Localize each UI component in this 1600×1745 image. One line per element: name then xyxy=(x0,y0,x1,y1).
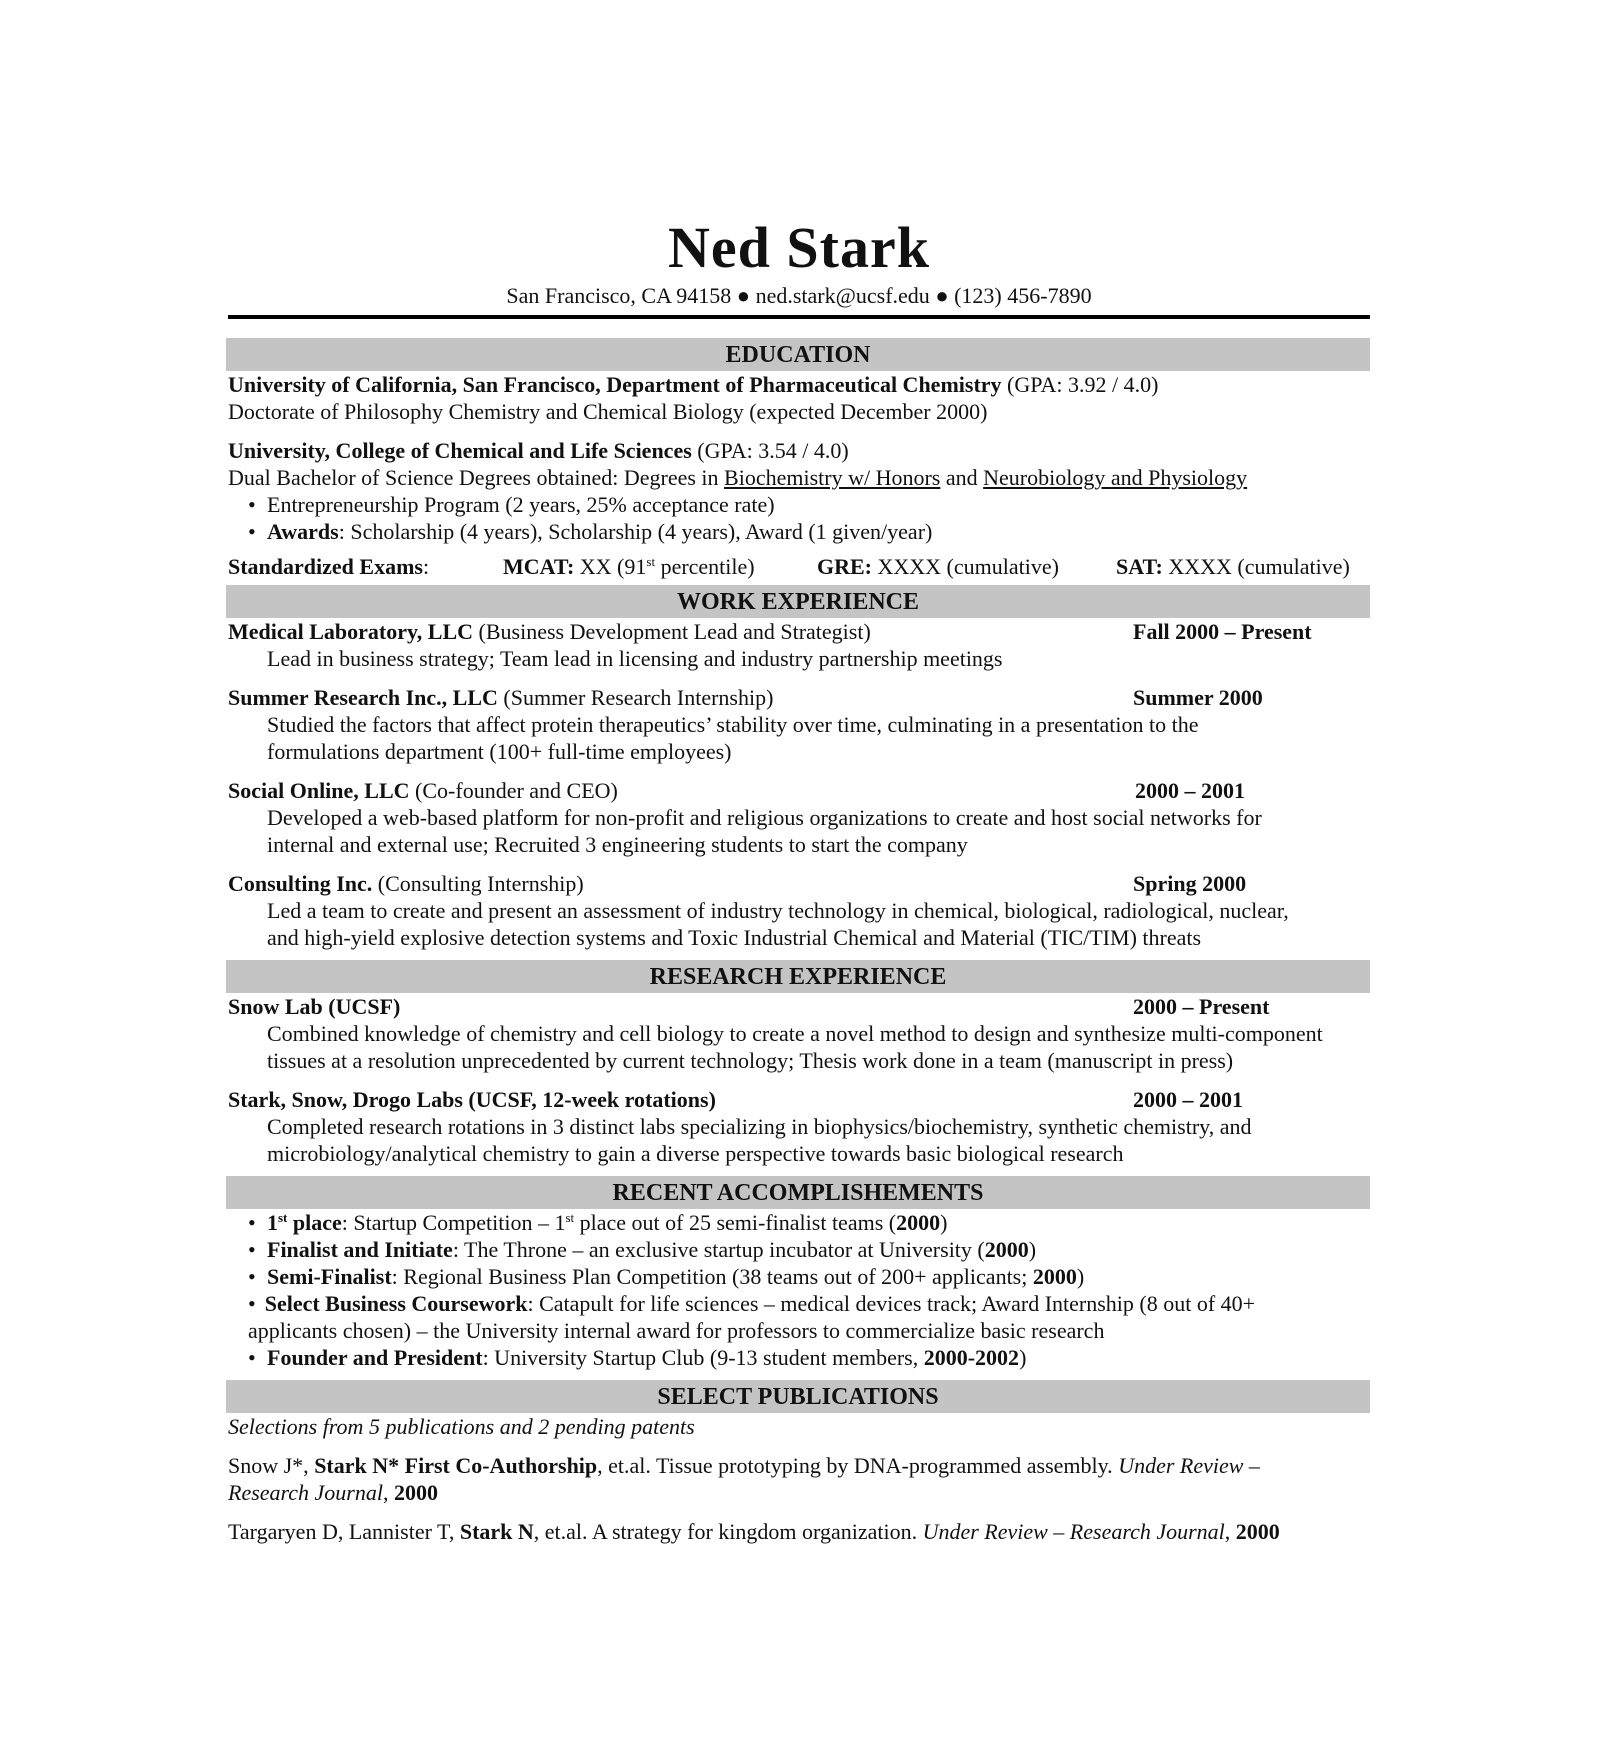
text-sup: st xyxy=(565,1210,575,1225)
contact-separator: ● xyxy=(736,283,751,308)
education-bullets xyxy=(228,491,1370,545)
work-org: Medical Laboratory, LLC xyxy=(228,619,474,644)
research-description: microbiology/analytical chemistry to gain a diverse perspective towards basic biological research xyxy=(267,1141,1124,1166)
exams-label: Standardized Exams xyxy=(228,554,423,579)
degree: Doctorate of Philosophy Chemistry and Chemical Biology (expected December 2000) xyxy=(228,399,988,424)
accomplishment-text: : The Throne – an exclusive startup incubator at University ( xyxy=(452,1237,985,1262)
publications-intro: Selections from 5 publications and 2 pending patents xyxy=(228,1414,695,1439)
accomplishment-label: Select Business Coursework xyxy=(264,1291,528,1316)
pub-author-highlight: Stark N* First Co-Authorship xyxy=(314,1453,598,1478)
school-name: University of California, San Francisco, Department of Pharmaceutical Chemistry xyxy=(228,372,1002,397)
research-description: tissues at a resolution unprecedented by current technology; Thesis work done in a team (manuscript in press) xyxy=(267,1048,1234,1073)
contact-email[interactable]: ned.stark@ucsf.edu xyxy=(755,283,930,308)
school-gpa: (GPA: 3.92 / 4.0) xyxy=(1001,372,1159,397)
gre-value: XXXX (cumulative) xyxy=(872,554,1059,579)
pub-venue: Under Review – xyxy=(1118,1453,1260,1478)
accomplishment-text: : Startup Competition – 1 xyxy=(341,1210,566,1235)
research-org: Snow Lab (UCSF) xyxy=(228,994,401,1019)
bullet-text: : Scholarship (4 years), Scholarship (4 years), Award (1 given/year) xyxy=(338,519,933,544)
accomplishment-year: 2000 xyxy=(984,1237,1029,1262)
work-role: (Co-founder and CEO) xyxy=(409,778,618,803)
research-org: Stark, Snow, Drogo Labs (UCSF, 12-week rotations) xyxy=(228,1087,716,1112)
bullet-label: Awards xyxy=(267,519,339,544)
pub-comma: , xyxy=(382,1480,394,1505)
section-header-work: WORK EXPERIENCE xyxy=(226,585,1370,618)
close-paren: ) xyxy=(1019,1345,1027,1370)
close-paren: ) xyxy=(1076,1264,1085,1289)
accomplishment-text-continued: applicants chosen) – the University internal award for professors to commercialize basic research xyxy=(248,1318,1105,1343)
list-item xyxy=(228,1209,1370,1236)
accomplishment-year: 2000 xyxy=(896,1210,941,1235)
work-description: and high-yield explosive detection systems and Toxic Industrial Chemical and Material (TIC/TIM) threats xyxy=(267,925,1202,950)
accomplishments-list xyxy=(228,1209,1370,1371)
pub-title: , et.al. A strategy for kingdom organization. xyxy=(533,1519,923,1544)
section-header-publications: SELECT PUBLICATIONS xyxy=(226,1380,1370,1413)
research-entry xyxy=(228,1086,1370,1167)
accomplishment-year: 2000-2002 xyxy=(923,1345,1020,1370)
list-item xyxy=(228,491,1370,518)
work-entry xyxy=(228,684,1370,765)
contact-line xyxy=(228,284,1370,308)
accomplishment-label: Founder and President xyxy=(267,1345,483,1370)
degree-prefix: Dual Bachelor of Science Degrees obtained: Degrees in xyxy=(228,465,725,490)
accomplishment-text: : Regional Business Plan Competition (38 teams out of 200+ applicants; xyxy=(391,1264,1033,1289)
work-description: Studied the factors that affect protein therapeutics’ stability over time, culminating in a presentation to the xyxy=(267,712,1199,737)
close-paren: ) xyxy=(940,1210,948,1235)
contact-phone: (123) 456-7890 xyxy=(954,283,1092,308)
pub-author-highlight: Stark N xyxy=(459,1519,534,1544)
accomplishment-label: Semi-Finalist xyxy=(267,1264,392,1289)
work-role: (Business Development Lead and Strategist) xyxy=(473,619,871,644)
standardized-exams xyxy=(228,553,1370,580)
pub-comma: , xyxy=(1224,1519,1236,1544)
pub-authors: Targaryen D, Lannister T, xyxy=(228,1519,460,1544)
publication-entry xyxy=(228,1452,1370,1506)
accomplishment-text-rest: place out of 25 semi-finalist teams ( xyxy=(574,1210,897,1235)
work-entry xyxy=(228,777,1370,858)
research-description: Combined knowledge of chemistry and cell biology to create a novel method to design and synthesize multi-component xyxy=(267,1021,1323,1046)
work-date: Spring 2000 xyxy=(1133,871,1247,896)
pub-title: , et.al. Tissue prototyping by DNA-programmed assembly. xyxy=(597,1453,1119,1478)
work-date: Summer 2000 xyxy=(1133,685,1263,710)
accomplishment-label xyxy=(267,1210,342,1235)
section-header-research: RESEARCH EXPERIENCE xyxy=(226,960,1370,993)
research-date: 2000 – Present xyxy=(1133,994,1270,1019)
work-role: (Consulting Internship) xyxy=(372,871,584,896)
accomplishment-year: 2000 xyxy=(1032,1264,1077,1289)
header-rule xyxy=(228,315,1370,319)
bullet-text: Entrepreneurship Program (2 years, 25% acceptance rate) xyxy=(267,492,775,517)
list-item xyxy=(228,1344,1370,1371)
work-org: Social Online, LLC xyxy=(228,778,410,803)
label-rest: place xyxy=(287,1210,342,1235)
list-item xyxy=(228,1263,1370,1290)
school-name: University, College of Chemical and Life Sciences xyxy=(228,438,692,463)
mcat-value: XX (91 xyxy=(574,554,647,579)
research-date: 2000 – 2001 xyxy=(1133,1087,1243,1112)
education-entry xyxy=(228,371,1370,425)
pub-year: 2000 xyxy=(1235,1519,1280,1544)
label-text: 1 xyxy=(267,1210,278,1235)
degree xyxy=(228,464,1370,491)
education-entry xyxy=(228,437,1370,545)
gre-label: GRE: xyxy=(817,554,872,579)
accomplishment-text: : Catapult for life sciences – medical devices track; Award Internship (8 out of 40+ xyxy=(527,1291,1256,1316)
work-description: Developed a web-based platform for non-profit and religious organizations to create and host social networks for xyxy=(267,805,1262,830)
major-neurobiology: Neurobiology and Physiology xyxy=(983,465,1248,490)
section-header-accomplishments: RECENT ACCOMPLISHEMENTS xyxy=(226,1176,1370,1209)
list-item xyxy=(228,1290,1370,1344)
mcat-sup: st xyxy=(646,554,656,569)
degree-and: and xyxy=(940,465,984,490)
candidate-name: Ned Stark xyxy=(668,215,930,280)
pub-authors: Snow J*, xyxy=(228,1453,315,1478)
work-description: internal and external use; Recruited 3 engineering students to start the company xyxy=(267,832,968,857)
sat-label: SAT: xyxy=(1116,554,1163,579)
work-description: formulations department (100+ full-time employees) xyxy=(267,739,732,764)
work-description: Lead in business strategy; Team lead in licensing and industry partnership meetings xyxy=(267,646,1003,671)
work-org: Summer Research Inc., LLC xyxy=(228,685,498,710)
list-item xyxy=(228,1236,1370,1263)
work-description: Led a team to create and present an assessment of industry technology in chemical, biological, radiological, nuclear, xyxy=(267,898,1289,923)
list-item xyxy=(228,518,1370,545)
mcat-suffix: percentile) xyxy=(655,554,755,579)
research-description: Completed research rotations in 3 distinct labs specializing in biophysics/biochemistry, synthetic chemistry, and xyxy=(267,1114,1252,1139)
work-date: Fall 2000 – Present xyxy=(1133,619,1312,644)
resume-document xyxy=(228,215,1370,1545)
pub-venue-continued: Research Journal xyxy=(228,1480,383,1505)
accomplishment-text: : University Startup Club (9-13 student members, xyxy=(482,1345,924,1370)
major-biochemistry: Biochemistry w/ Honors xyxy=(724,465,941,490)
label-sup: st xyxy=(278,1210,288,1225)
school-gpa: (GPA: 3.54 / 4.0) xyxy=(691,438,849,463)
pub-venue: Under Review – Research Journal xyxy=(922,1519,1225,1544)
work-entry xyxy=(228,870,1370,951)
publication-entry xyxy=(228,1518,1370,1545)
contact-separator: ● xyxy=(935,283,949,308)
contact-location: San Francisco, CA 94158 xyxy=(506,283,732,308)
exams-colon: : xyxy=(422,554,430,579)
section-header-education: EDUCATION xyxy=(226,338,1370,371)
mcat-label: MCAT: xyxy=(503,554,575,579)
close-paren: ) xyxy=(1028,1237,1037,1262)
work-date: 2000 – 2001 xyxy=(1135,778,1245,803)
pub-year: 2000 xyxy=(393,1480,438,1505)
work-entry xyxy=(228,618,1370,672)
sat-value: XXXX (cumulative) xyxy=(1162,554,1350,579)
work-org: Consulting Inc. xyxy=(228,871,373,896)
work-role: (Summer Research Internship) xyxy=(497,685,774,710)
accomplishment-label: Finalist and Initiate xyxy=(267,1237,453,1262)
research-entry xyxy=(228,993,1370,1074)
